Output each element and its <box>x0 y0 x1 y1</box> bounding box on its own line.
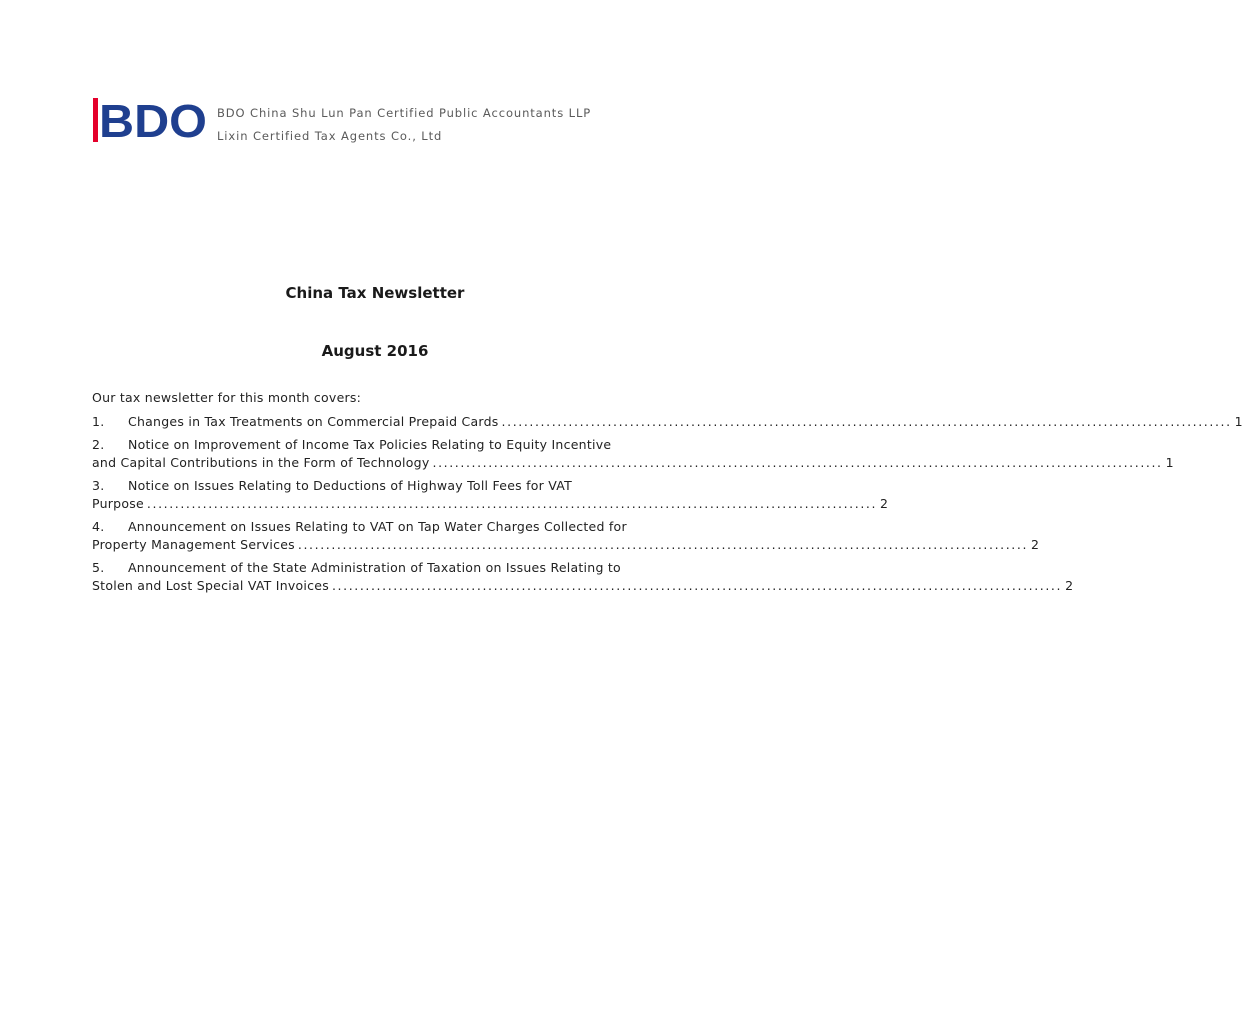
toc-leader-dots: ................................................................................................................................... <box>432 455 1163 470</box>
firm-name-line-1: BDO China Shu Lun Pan Certified Public Accountants LLP <box>217 106 592 120</box>
toc-item-number: 5. <box>92 560 105 575</box>
toc-item-title-continued: Property Management Services <box>92 537 295 552</box>
toc-item-title-continued: Purpose <box>92 496 144 511</box>
toc-intro: Our tax newsletter for this month covers: <box>92 390 362 405</box>
logo-wordmark: BDO <box>99 95 207 147</box>
toc-item-number: 1. <box>92 414 105 429</box>
letterhead <box>93 97 693 147</box>
toc-item-title: Changes in Tax Treatments on Commercial Prepaid Cards <box>128 414 499 429</box>
newsletter-date: August 2016 <box>321 342 429 360</box>
toc-item-number: 2. <box>92 437 105 452</box>
toc-item-number: 4. <box>92 519 105 534</box>
toc-page-number: 1 <box>1165 455 1174 470</box>
firm-names <box>217 102 591 148</box>
bdo-logo <box>93 95 208 147</box>
firm-name-line-2: Lixin Certified Tax Agents Co., Ltd <box>217 129 443 143</box>
toc-item[interactable] <box>92 518 1040 554</box>
newsletter-title: China Tax Newsletter <box>285 284 465 302</box>
toc-leader-dots: ................................................................................................................................... <box>331 578 1063 593</box>
toc-leader-dots: ................................................................................................................................... <box>297 537 1029 552</box>
toc-page-number: 2 <box>880 496 889 511</box>
toc-item[interactable] <box>92 559 1074 595</box>
toc-page-number: 2 <box>1031 537 1040 552</box>
toc-item-title: Announcement on Issues Relating to VAT on Tap Water Charges Collected for <box>128 519 627 534</box>
toc-leader-dots: ................................................................................................................................... <box>146 496 878 511</box>
toc-item-title-continued: Stolen and Lost Special VAT Invoices <box>92 578 329 593</box>
toc-item-title: Notice on Issues Relating to Deductions of Highway Toll Fees for VAT <box>128 478 572 493</box>
toc-item[interactable] <box>92 413 1243 431</box>
toc-item-title: Notice on Improvement of Income Tax Policies Relating to Equity Incentive <box>128 437 612 452</box>
toc-item-title-continued: and Capital Contributions in the Form of Technology <box>92 455 430 470</box>
toc-item[interactable] <box>92 477 889 513</box>
table-of-contents <box>92 388 1243 600</box>
toc-page-number: 1 <box>1234 414 1243 429</box>
toc-leader-dots: ................................................................................................................................... <box>501 414 1232 429</box>
toc-item-title: Announcement of the State Administration of Taxation on Issues Relating to <box>128 560 621 575</box>
toc-page-number: 2 <box>1065 578 1074 593</box>
toc-item[interactable] <box>92 436 1174 472</box>
toc-item-number: 3. <box>92 478 105 493</box>
